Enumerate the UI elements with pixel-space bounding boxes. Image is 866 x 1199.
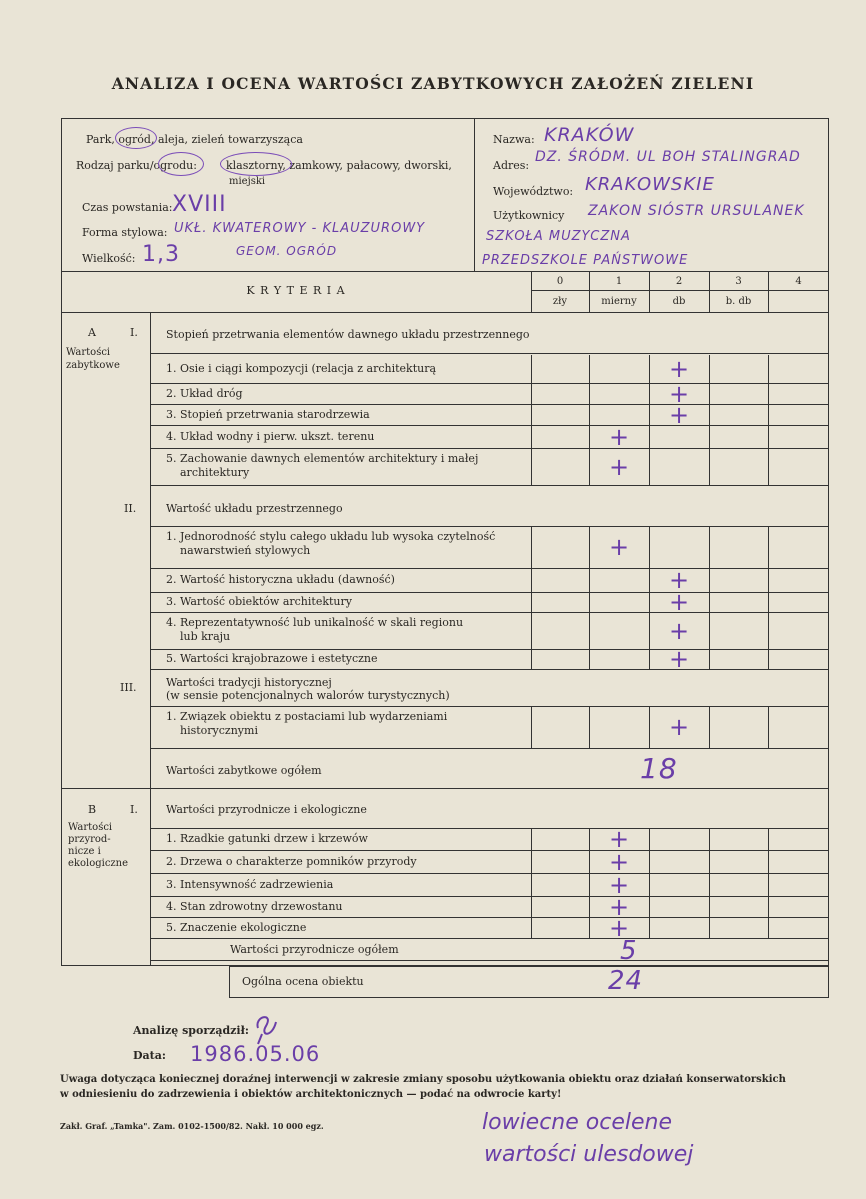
section-a-score-cell-border: [709, 568, 710, 592]
section-b-heading: Wartości przyrodnicze i ekologiczne: [166, 803, 367, 816]
section-a-score-cell-border: [531, 355, 532, 383]
section-b-score-cell-border: [531, 828, 532, 850]
group-i-heading: Stopień przetrwania elementów dawnego układu przestrzennego: [166, 328, 530, 341]
section-b-row-text: 5. Znaczenie ekologiczne: [166, 920, 307, 934]
section-a-row-text: 4. Układ wodny i pierw. ukszt. terenu: [166, 429, 375, 443]
section-a-score-cell-border: [531, 404, 532, 425]
section-a-row-text2: nawarstwień stylowych: [180, 544, 311, 557]
section-b-score-cell-border: [649, 828, 650, 850]
section-a-score-cell-border: [531, 706, 532, 748]
group-iii-roman: III.: [120, 681, 137, 694]
section-a-score-cell-border: [768, 649, 769, 669]
section-a-row-divider: [150, 383, 829, 384]
section-b-row-divider: [150, 896, 829, 897]
section-a-score-cell-border: [531, 448, 532, 485]
section-b-score-mark: +: [608, 913, 630, 942]
section-a-row-text: 3. Wartość obiektów architektury: [166, 595, 352, 608]
col-num-1: 1: [615, 276, 623, 287]
rodzaj-options2: miejski: [229, 176, 266, 187]
section-b-score-cell-border: [768, 917, 769, 938]
section-a-score-cell-border: [589, 383, 590, 404]
forma-value: UKŁ. KWATEROWY - KLAUZUROWY: [174, 221, 426, 236]
col-num-3: 3: [735, 276, 742, 287]
section-b-score-cell-border: [531, 917, 532, 938]
forma-label: Forma stylowa:: [82, 226, 168, 239]
section-b-score-mark: +: [608, 892, 630, 921]
section-a-score-cell-border: [589, 355, 590, 383]
section-a-score-cell-border: [768, 425, 769, 448]
section-a-score-cell-border: [709, 355, 710, 383]
total-a-value: 18: [640, 752, 678, 785]
forma-value2: GEOM. OGRÓD: [236, 244, 338, 258]
section-a-row-divider: [150, 425, 829, 426]
data-label: Data:: [133, 1049, 166, 1062]
circle-mark-ogrodu: [158, 152, 204, 176]
kryteria-label: K R Y T E R I A: [246, 284, 346, 297]
adres-value: DZ. ŚRÓDM. UL BOH STALINGRAD: [535, 149, 801, 165]
uzyt-value: ZAKON SIÓSTR URSULANEK: [588, 203, 805, 219]
section-a-score-cell-border: [531, 526, 532, 568]
group-iii-heading2: (w sensie potencjonalnych walorów turystycznych): [166, 689, 450, 702]
section-b-score-mark: +: [608, 847, 630, 876]
section-a-score-mark: +: [668, 713, 690, 741]
handwritten-note-2: wartości ulesdowej: [484, 1142, 694, 1167]
uzyt-label: Użytkownicy: [493, 209, 565, 222]
section-a-score-cell-border: [709, 448, 710, 485]
col-label-0: zły: [552, 296, 568, 307]
section-a-score-cell-border: [531, 612, 532, 649]
section-a-score-cell-border: [589, 612, 590, 649]
section-a-score-cell-border: [709, 649, 710, 669]
section-a-score-cell-border: [709, 592, 710, 612]
section-a-score-cell-border: [649, 526, 650, 568]
group-iii-heading: Wartości tradycji historycznej: [166, 676, 332, 689]
section-a-score-mark: +: [668, 645, 690, 673]
section-b-score-cell-border: [709, 873, 710, 896]
section-a-score-cell-border: [768, 706, 769, 748]
circle-mark-klasztorny: [220, 152, 292, 176]
section-a-score-cell-border: [649, 448, 650, 485]
handwritten-note-1: lowiecne ocelene: [482, 1110, 672, 1135]
section-a-roman: I.: [130, 326, 138, 339]
overall-label: Ogólna ocena obiektu: [242, 975, 364, 988]
uwaga-line-2: w odniesieniu do zadrzewienia i obiektów architektonicznych — podać na odwrocie karty!: [60, 1089, 562, 1100]
section-a-score-cell-border: [589, 706, 590, 748]
section-b-score-cell-border: [709, 850, 710, 873]
section-b-name-1: Wartości: [68, 822, 113, 833]
section-b-row-text: 4. Stan zdrowotny drzewostanu: [166, 899, 343, 913]
czas-label: Czas powstania:: [82, 201, 173, 214]
section-a-name: Wartości zabytkowe: [66, 347, 120, 371]
nazwa-value: KRAKÓW: [544, 124, 635, 146]
section-a-score-cell-border: [709, 612, 710, 649]
section-a-row-text: 1. Osie i ciągi kompozycji (relacja z architekturą: [166, 362, 437, 375]
section-a-score-mark: +: [668, 588, 690, 616]
total-a-label: Wartości zabytkowe ogółem: [166, 764, 322, 777]
rodzaj-label: Rodzaj parku/ogrodu:: [76, 159, 197, 172]
section-a-row-text: 1. Związek obiektu z postaciami lub wydarzeniami: [166, 710, 448, 723]
section-b-row-text: 1. Rzadkie gatunki drzew i krzewów: [166, 832, 368, 845]
section-a-score-cell-border: [649, 425, 650, 448]
section-b-roman: I.: [130, 803, 138, 816]
section-a-score-mark: +: [608, 422, 630, 451]
col-label-2: db: [672, 296, 686, 307]
section-a-score-mark: +: [668, 566, 690, 594]
section-a-score-cell-border: [709, 425, 710, 448]
section-b-row-divider: [150, 938, 829, 939]
section-a-score-mark: +: [668, 379, 690, 408]
analiza-label: Analizę sporządził:: [133, 1024, 249, 1037]
section-a-score-cell-border: [709, 383, 710, 404]
section-a-score-cell-border: [768, 526, 769, 568]
section-a-row-divider: [150, 649, 829, 650]
section-a-row-text: 2. Układ dróg: [166, 386, 243, 400]
section-b-score-cell-border: [768, 850, 769, 873]
section-a-score-cell-border: [768, 568, 769, 592]
section-a-letter: A: [88, 326, 96, 339]
wielkosc-value: 1,3: [142, 242, 180, 267]
woj-label: Województwo:: [493, 185, 574, 198]
section-a-row-text: 5. Wartości krajobrazowe i estetyczne: [166, 652, 378, 665]
section-a-score-cell-border: [709, 526, 710, 568]
section-a-score-cell-border: [589, 649, 590, 669]
nazwa-label: Nazwa:: [493, 133, 535, 146]
section-a-score-cell-border: [589, 568, 590, 592]
section-a-row-text2: historycznymi: [180, 724, 258, 737]
section-a-score-mark: +: [668, 400, 690, 429]
section-a-row-text: 5. Zachowanie dawnych elementów architektury i małej: [166, 452, 479, 465]
section-a-row-divider: [150, 568, 829, 569]
section-a-score-cell-border: [531, 383, 532, 404]
section-b-score-cell-border: [768, 896, 769, 917]
section-a-score-cell-border: [531, 649, 532, 669]
czas-value: XVIII: [172, 192, 227, 217]
col-label-3: b. db: [725, 296, 752, 307]
section-a-row-text: 4. Reprezentatywność lub unikalność w skali regionu: [166, 616, 464, 629]
section-a-row-text: 1. Jednorodność stylu całego układu lub wysoka czytelność: [166, 530, 496, 543]
section-b-score-cell-border: [649, 873, 650, 896]
col-num-0: 0: [556, 276, 564, 287]
section-b-name-2: przyrod-: [68, 834, 111, 845]
section-b-name-4: ekologiczne: [68, 858, 129, 869]
section-b-score-cell-border: [531, 850, 532, 873]
section-b-score-cell-border: [531, 896, 532, 917]
wielkosc-label: Wielkość:: [82, 252, 136, 265]
circle-mark-ogrod: [115, 127, 157, 149]
section-a-row-divider: [150, 448, 829, 449]
section-a-row-text: 2. Wartość historyczna układu (dawność): [166, 573, 395, 586]
section-a-score-cell-border: [589, 404, 590, 425]
section-a-row-divider: [150, 592, 829, 593]
section-a-score-cell-border: [768, 612, 769, 649]
total-b-label: Wartości przyrodnicze ogółem: [230, 943, 399, 956]
section-b-score-cell-border: [531, 873, 532, 896]
section-a-score-cell-border: [768, 355, 769, 383]
section-a-score-cell-border: [531, 592, 532, 612]
page-title: ANALIZA I OCENA WARTOŚCI ZABYTKOWYCH ZAŁOŻEŃ ZIELENI: [111, 74, 755, 93]
section-a-score-cell-border: [531, 568, 532, 592]
section-b-row-divider: [150, 850, 829, 851]
section-b-score-cell-border: [649, 896, 650, 917]
section-a-score-cell-border: [531, 425, 532, 448]
section-b-row-text: 3. Intensywność zadrzewienia: [166, 877, 334, 891]
section-a-score-cell-border: [768, 592, 769, 612]
section-a-row-divider: [150, 612, 829, 613]
col-num-2: 2: [675, 276, 683, 287]
section-a-row-divider: [150, 404, 829, 405]
park-line: Park, ogród, aleja, zieleń towarzysząca: [86, 133, 303, 146]
section-b-name-3: nicze i: [68, 846, 101, 857]
data-value: 1986.05.06: [190, 1042, 321, 1066]
section-a-score-cell-border: [768, 383, 769, 404]
section-b-score-cell-border: [768, 873, 769, 896]
printer-note: Zakł. Graf. „Tamka". Zam. 0102-1500/82. Nakł. 10 000 egz.: [60, 1121, 324, 1131]
section-b-score-cell-border: [768, 828, 769, 850]
section-a-score-cell-border: [768, 448, 769, 485]
section-b-row-text: 2. Drzewa o charakterze pomników przyrody: [166, 854, 417, 868]
section-a-score-mark: +: [608, 533, 630, 561]
col-label-1: mierny: [601, 296, 637, 307]
section-a-score-cell-border: [709, 706, 710, 748]
section-a-row-text2: lub kraju: [180, 630, 231, 643]
section-a-score-cell-border: [589, 592, 590, 612]
rodzaj-options: klasztorny, zamkowy, pałacowy, dworski,: [226, 159, 452, 172]
col-num-4: 4: [795, 276, 802, 287]
group-ii-roman: II.: [124, 502, 137, 515]
section-b-score-cell-border: [709, 828, 710, 850]
section-b-score-cell-border: [709, 896, 710, 917]
section-b-row-divider: [150, 917, 829, 918]
uzyt-value2: SZKOŁA MUZYCZNA: [486, 229, 631, 244]
section-a-score-mark: +: [668, 616, 690, 645]
uzyt-value3: PRZEDSZKOLE PAŃSTWOWE: [482, 253, 689, 268]
section-b-score-mark: +: [608, 870, 630, 899]
section-b-score-cell-border: [649, 850, 650, 873]
section-a-row-text2: architektury: [180, 466, 250, 479]
section-a-score-mark: +: [608, 452, 630, 481]
section-b-score-cell-border: [649, 917, 650, 938]
section-a-row-divider: [150, 669, 829, 670]
woj-value: KRAKOWSKIE: [585, 174, 715, 195]
section-a-score-mark: +: [668, 355, 690, 383]
section-a-score-cell-border: [709, 404, 710, 425]
overall-value: 24: [608, 966, 644, 996]
section-b-score-mark: +: [608, 825, 630, 853]
section-b-row-divider: [150, 873, 829, 874]
group-ii-heading: Wartość układu przestrzennego: [166, 502, 343, 515]
section-b-letter: B: [88, 803, 97, 816]
section-a-row-divider: [150, 485, 829, 486]
adres-label: Adres:: [493, 159, 530, 172]
uwaga-line-1: Uwaga dotycząca koniecznej doraźnej interwencji w zakresie zmiany sposobu użytkowania obiektu oraz działań konserwatorskich: [60, 1074, 786, 1085]
section-a-score-cell-border: [768, 404, 769, 425]
section-a-row-text: 3. Stopień przetrwania starodrzewia: [166, 407, 370, 421]
section-b-score-cell-border: [709, 917, 710, 938]
total-b-value: 5: [620, 936, 638, 966]
